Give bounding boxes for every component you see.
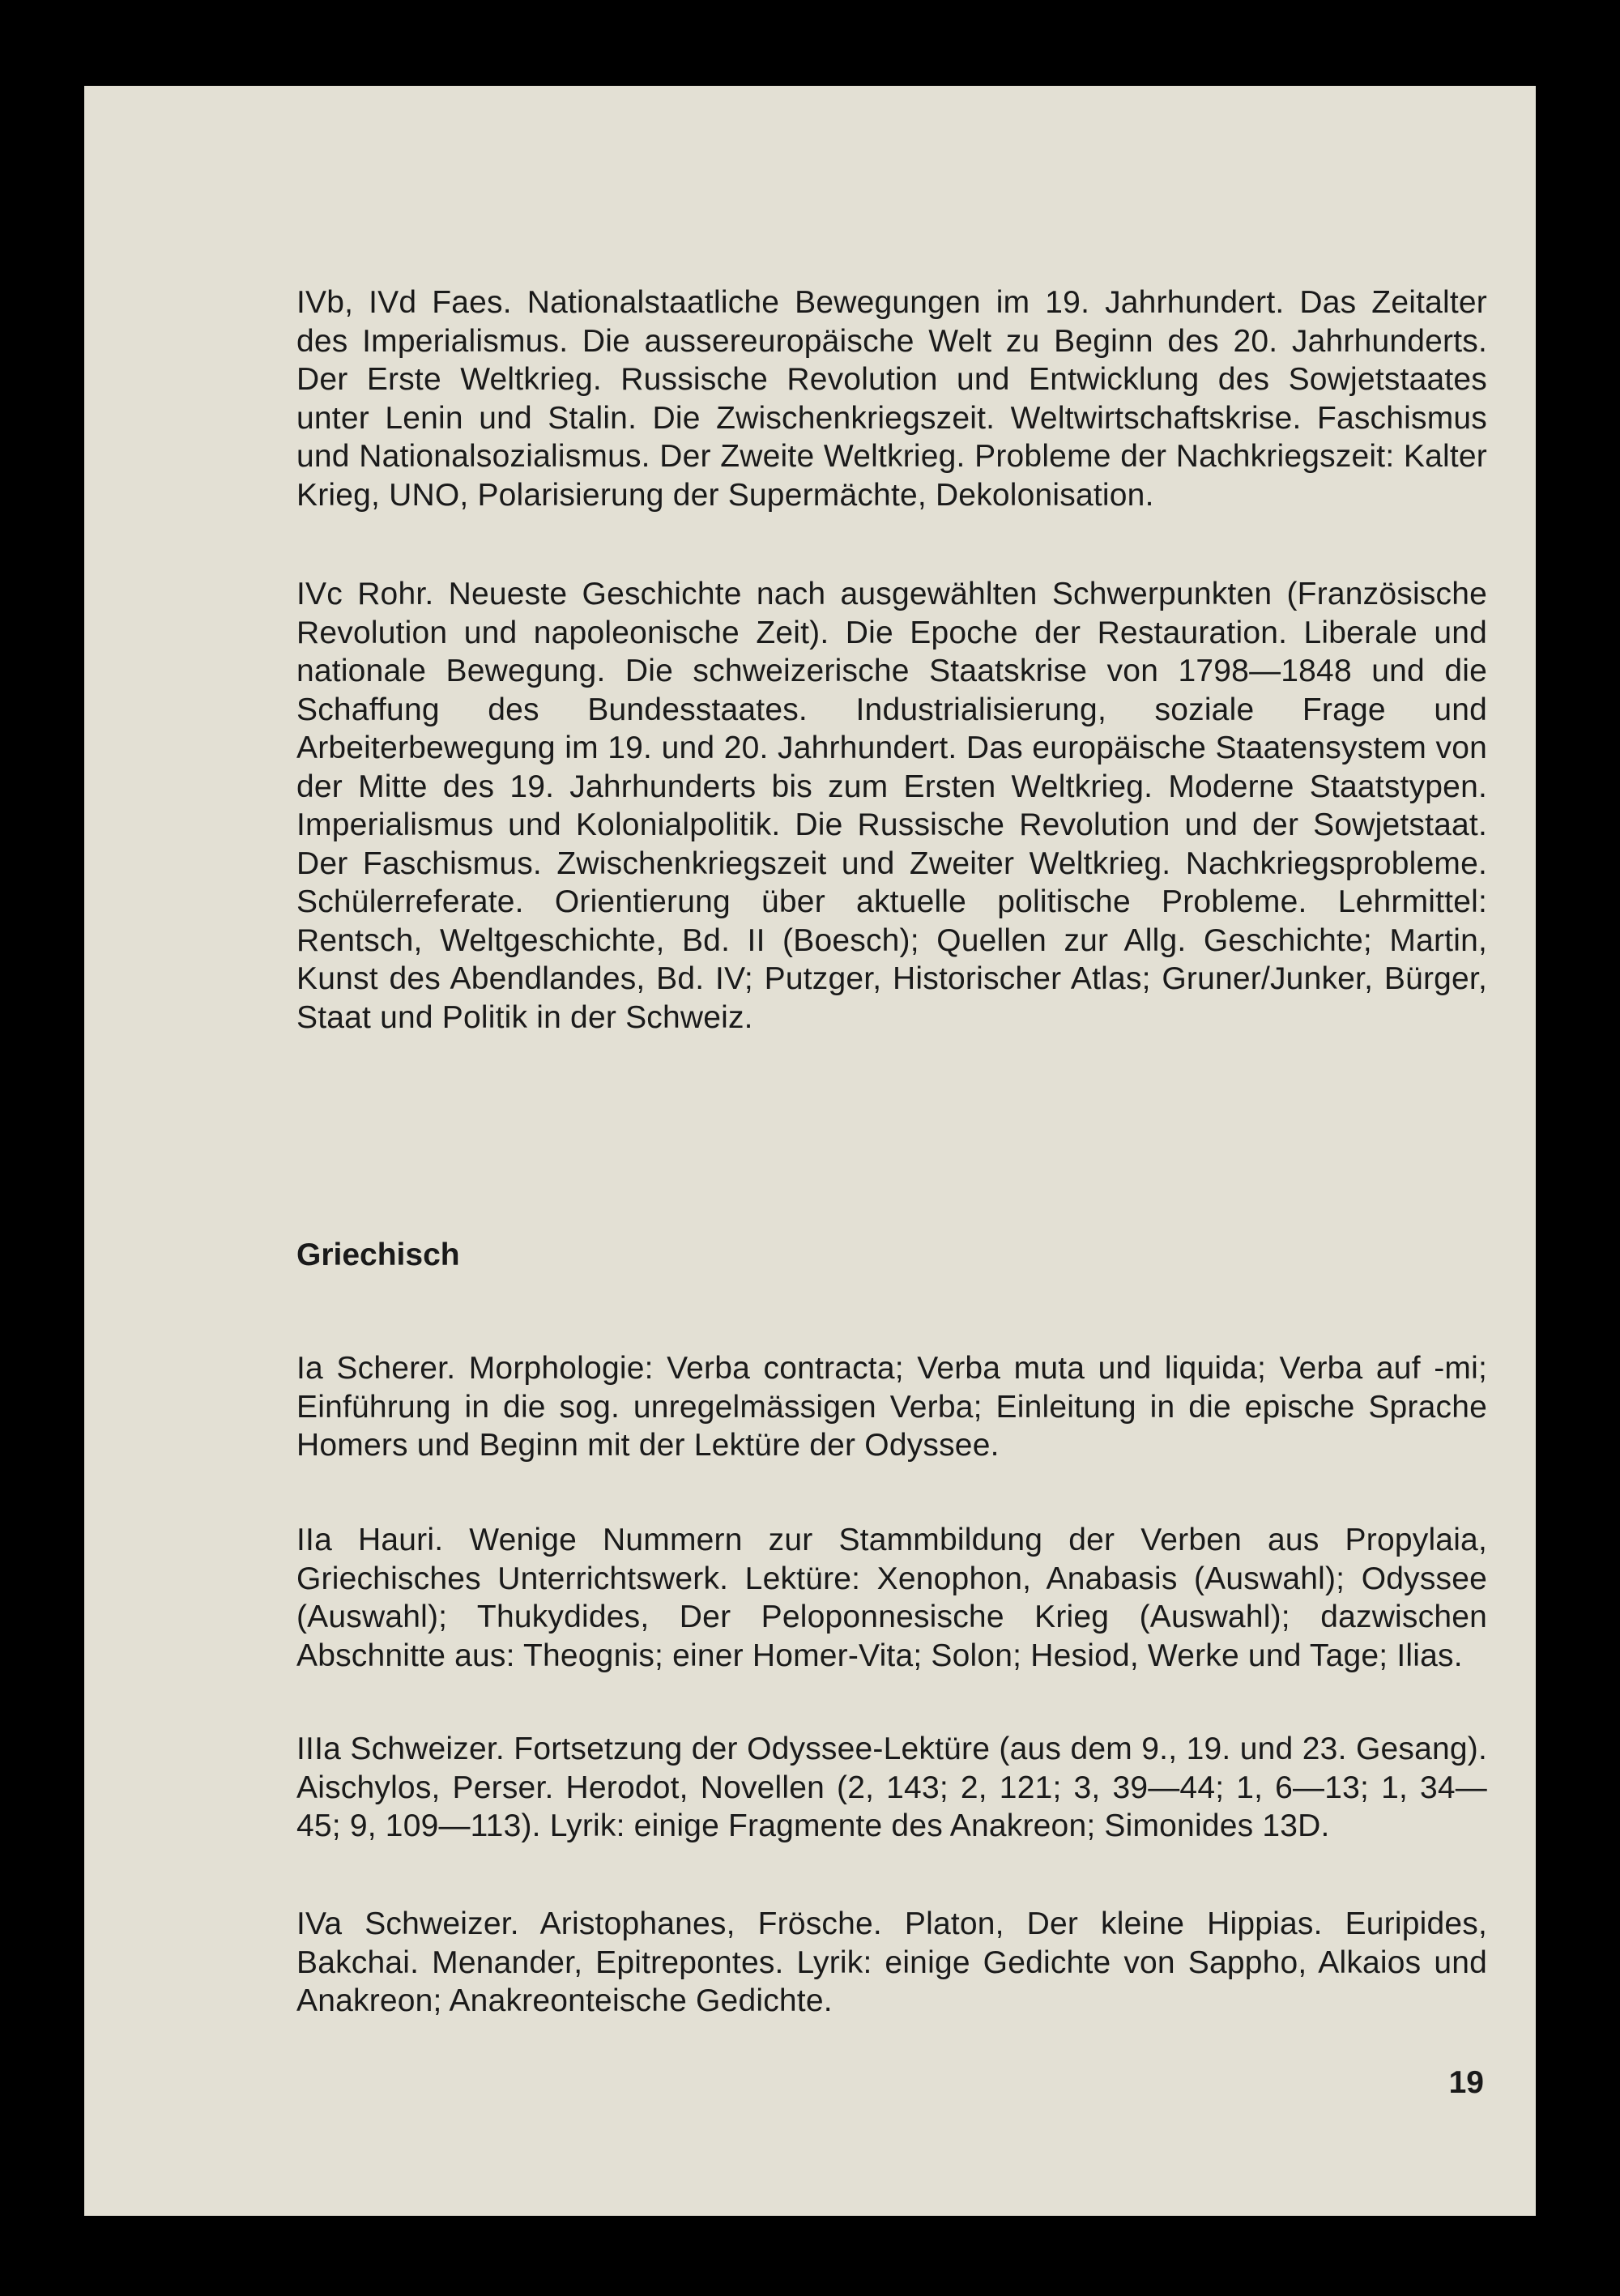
greek-paragraph-ia: Ia Scherer. Morphologie: Verba contracta; Verba muta und liquida; Verba auf -mi; Einführung in die sog. unregelmässigen Verba; Einleitung in die epische Sprache Homers und Beginn mit der Lektüre der Odyssee. [296, 1351, 1487, 1463]
greek-paragraph-iia: IIa Hauri. Wenige Nummern zur Stammbildung der Verben aus Propylaia, Griechisches Unterrichtswerk. Lektüre: Xenophon, Anabasis (Auswahl); Odyssee (Auswahl); Thukydides, Der Peloponnesische Krieg (Auswahl); dazwischen Abschnitte aus: Theognis; einer Homer-Vita; Solon; Hesiod, Werke und Tage; Ilias. [296, 1523, 1487, 1673]
greek-paragraph-iva: IVa Schweizer. Aristophanes, Frösche. Platon, Der kleine Hippias. Euripides, Bakchai. Menander, Epitrepontes. Lyrik: einige Gedichte von Sappho, Alkaios und Anakreon; Anakreonteische Gedichte. [296, 1906, 1487, 2018]
greek-paragraph-iiia: IIIa Schweizer. Fortsetzung der Odyssee-Lektüre (aus dem 9., 19. und 23. Gesang). Aischylos, Perser. Herodot, Novellen (2, 143; 2, 121; 3, 39—44; 1, 6—13; 1, 34—45; 9, 109—113). Lyrik: einige Fragmente des Anakreon; Simonides 13D. [296, 1732, 1487, 1843]
page-number: 19 [1448, 2065, 1484, 2100]
document-page [84, 86, 1536, 2216]
history-paragraph-ivb-ivd: IVb, IVd Faes. Nationalstaatliche Bewegungen im 19. Jahrhundert. Das Zeitalter des Imperialismus. Die aussereuropäische Welt zu Beginn des 20. Jahrhunderts. Der Erste Weltkrieg. Russische Revolution und Entwicklung des Sowjetstaates unter Lenin und Stalin. Die Zwischenkriegszeit. Weltwirtschaftskrise. Faschismus und Nationalsozialismus. Der Zweite Weltkrieg. Probleme der Nachkriegszeit: Kalter Krieg, UNO, Polarisierung der Supermächte, Dekolonisation. [296, 285, 1487, 513]
history-paragraph-ivc: IVc Rohr. Neueste Geschichte nach ausgewählten Schwerpunkten (Französische Revolution und napoleonische Zeit). Die Epoche der Restauration. Liberale und nationale Bewegung. Die schweizerische Staatskrise von 1798—1848 und die Schaffung des Bundesstaates. Industrialisierung, soziale Frage und Arbeiterbewegung im 19. und 20. Jahrhundert. Das europäische Staatensystem von der Mitte des 19. Jahrhunderts bis zum Ersten Weltkrieg. Moderne Staatstypen. Imperialismus und Kolonialpolitik. Die Russische Revolution und der Sowjetstaat. Der Faschismus. Zwischenkriegszeit und Zweiter Weltkrieg. Nachkriegsprobleme. Schülerreferate. Orientierung über aktuelle politische Probleme. Lehrmittel: Rentsch, Weltgeschichte, Bd. II (Boesch); Quellen zur Allg. Geschichte; Martin, Kunst des Abendlandes, Bd. IV; Putzger, Historischer Atlas; Gruner/Junker, Bürger, Staat und Politik in der Schweiz. [296, 577, 1487, 1035]
section-heading-griechisch: Griechisch [296, 1237, 460, 1272]
